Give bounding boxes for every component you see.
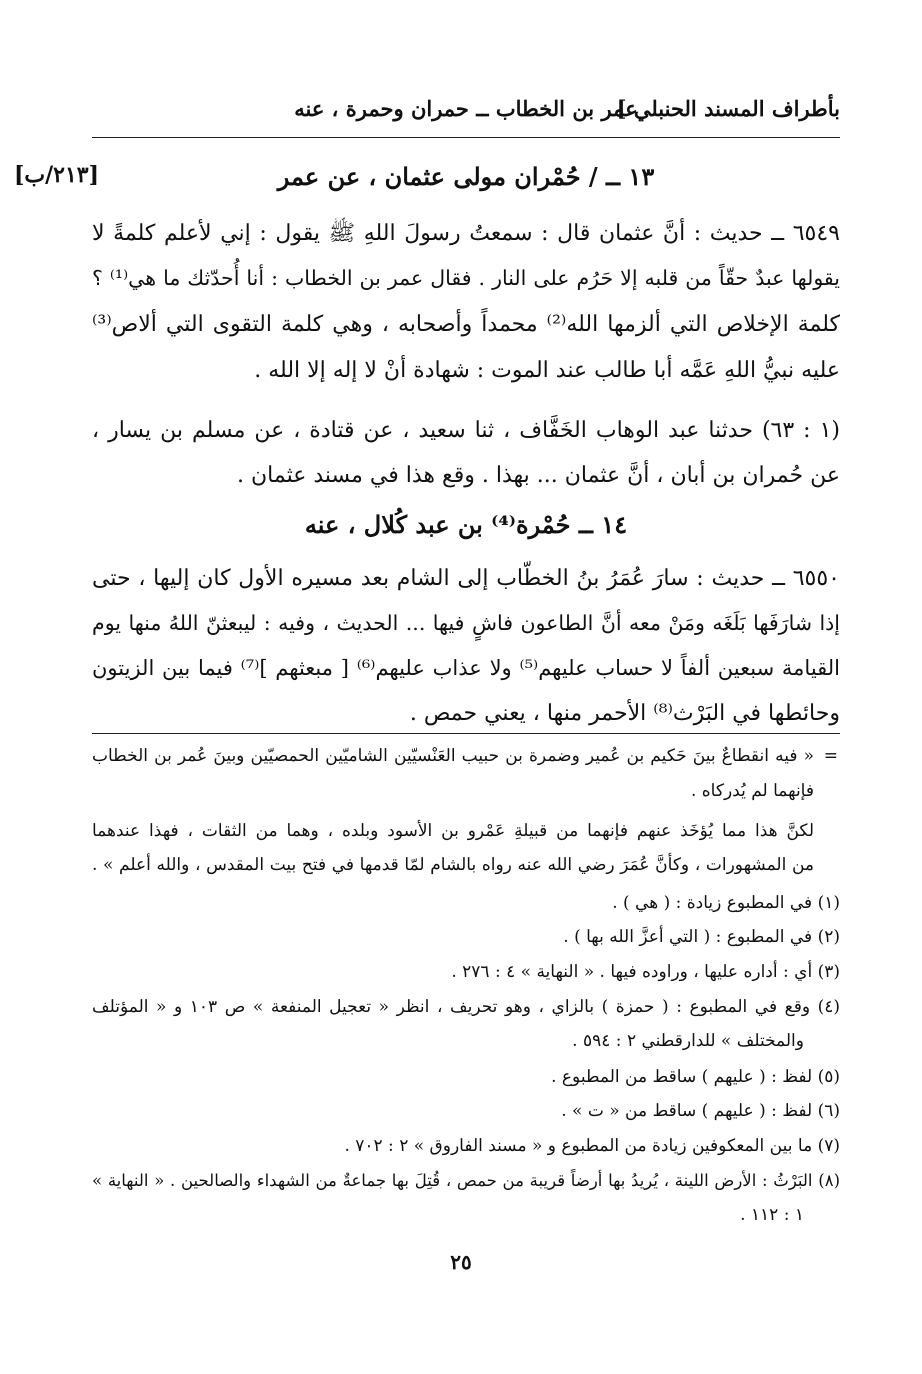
page-number: ٢٥ — [450, 1250, 472, 1274]
hadith-6549-line-3: كلمة الإخلاص التي ألزمها الله⁽²⁾ محمداً وأصحابه ، وهي كلمة التقوى التي ألاص⁽³⁾ — [92, 312, 840, 337]
footnote-1: (١) في المطبوع زيادة : ( هي ) . — [612, 893, 840, 913]
hadith-6549-line-4: عليه نبيُّ اللهِ عَمَّه أبا طالب عند الموت : شهادة أنْ لا إله إلا الله . — [254, 358, 840, 383]
footnote-6: (٦) لفظ : ( عليهم ) ساقط من « ت » . — [561, 1101, 840, 1121]
footnote-continuation-line-2: فإنهما لم يُدركاه . — [690, 781, 814, 801]
footnote-8-continuation: ١ : ١١٢ . — [740, 1205, 804, 1225]
isnad-line-2: عن حُمران بن أبان ، أنَّ عثمان ... بهذا . وقع هذا في مسند عثمان . — [237, 463, 840, 488]
section-14-heading: ١٤ ــ حُمْرة⁽⁴⁾ بن عبد كُلال ، عنه — [304, 510, 628, 539]
hadith-6550-line-1: ٦٥٥٠ ــ حديث : سارَ عُمَرُ بنُ الخطّاب إلى الشام بعد مسيره الأول كان إليها ، حتى — [92, 566, 840, 591]
hadith-6550-line-4: وحائطها في البَرْث⁽⁸⁾ الأحمر منها ، يعني حمص . — [409, 701, 840, 726]
footnote-4-continuation: والمختلف » للدارقطني ٢ : ٥٩٤ . — [572, 1031, 804, 1051]
hadith-6549-line-1: ٦٥٤٩ ــ حديث : أنَّ عثمان قال : سمعتُ رسولَ اللهِ ﷺ يقول : إني لأعلم كلمةً لا — [92, 221, 840, 246]
section-13-heading: ١٣ ــ / حُمْران مولى عثمان ، عن عمر — [277, 162, 655, 191]
isnad-line-1: (١ : ٦٣) حدثنا عبد الوهاب الخَفَّاف ، ثنا سعيد ، عن قتادة ، عن مسلم بن يسار ، — [92, 418, 841, 443]
running-header — [92, 96, 840, 128]
header-rule — [92, 137, 840, 138]
footnote-rule — [92, 733, 840, 734]
footnote-2: (٢) في المطبوع : ( التي أعزَّ الله بها ) . — [563, 927, 840, 947]
footnote-continuation-mark: = — [823, 746, 838, 766]
footnote-5: (٥) لفظ : ( عليهم ) ساقط من المطبوع . — [551, 1067, 840, 1087]
footnote-8: (٨) البَرْثُ : الأرض اللينة ، يُريدُ بها أرضاً قريبة من حمص ، قُتِلَ بها جماعةٌ من الشهداء والصالحين . « النهاية » — [92, 1171, 840, 1190]
book-title-header: بأطراف المسند الحنبلي ] — [616, 96, 840, 121]
footnote-7: (٧) ما بين المعكوفين زيادة من المطبوع و « مسند الفاروق » ٢ : ٧٠٢ . — [344, 1136, 840, 1156]
manuscript-leaf-reference: [٢١٣/ب] — [14, 162, 100, 188]
chapter-header: عمر بن الخطاب ــ حمران وحمرة ، عنه — [294, 96, 638, 121]
hadith-6550-line-3: القيامة سبعين ألفاً لا حساب عليهم⁽⁵⁾ ولا عذاب عليهم⁽⁶⁾ [ مبعثهم ]⁽⁷⁾ فيما بين الزيتون — [92, 656, 841, 680]
hadith-6550-line-2: إذا شارَفَها بَلَغَه ومَنْ معه أنَّ الطاعون فاشٍ فيها ... الحديث ، وفيه : ليبعثنّ اللهُ منها يوم — [92, 611, 840, 635]
hadith-6549-line-2: يقولها عبدٌ حقّاً من قلبه إلا حَرُم على النار . فقال عمر بن الخطاب : أنا أُحدّثك ما هي⁽¹⁾ ؟ — [92, 266, 840, 290]
footnote-continuation-line-4: من المشهورات ، وكأنَّ عُمَرَ رضي الله عنه رواه بالشام لمّا قدمها في فتح بيت المقدس ، والله أعلم » . — [92, 855, 814, 875]
footnote-continuation-line-3: لكنَّ هذا مما يُؤخَذ عنهم فإنهما من قبيلةِ عَمْرو بن الأسود وبلده ، وهما من الثقات ، فهذا عندهما — [92, 821, 814, 841]
footnote-3: (٣) أي : أداره عليها ، وراوده فيها . « النهاية » ٤ : ٢٧٦ . — [451, 962, 840, 982]
footnote-continuation-line-1: « فيه انقطاعٌ بينَ حَكيم بن عُمير وضمرة بن حبيب العَنْسيّين الشاميّين الحمصيّين وبينَ عُمر بن الخطاب — [92, 746, 814, 766]
footnote-4: (٤) وقع في المطبوع : ( حمزة ) بالزاي ، وهو تحريف ، انظر « تعجيل المنفعة » ص ١٠٣ و « المؤتلف — [92, 997, 841, 1017]
